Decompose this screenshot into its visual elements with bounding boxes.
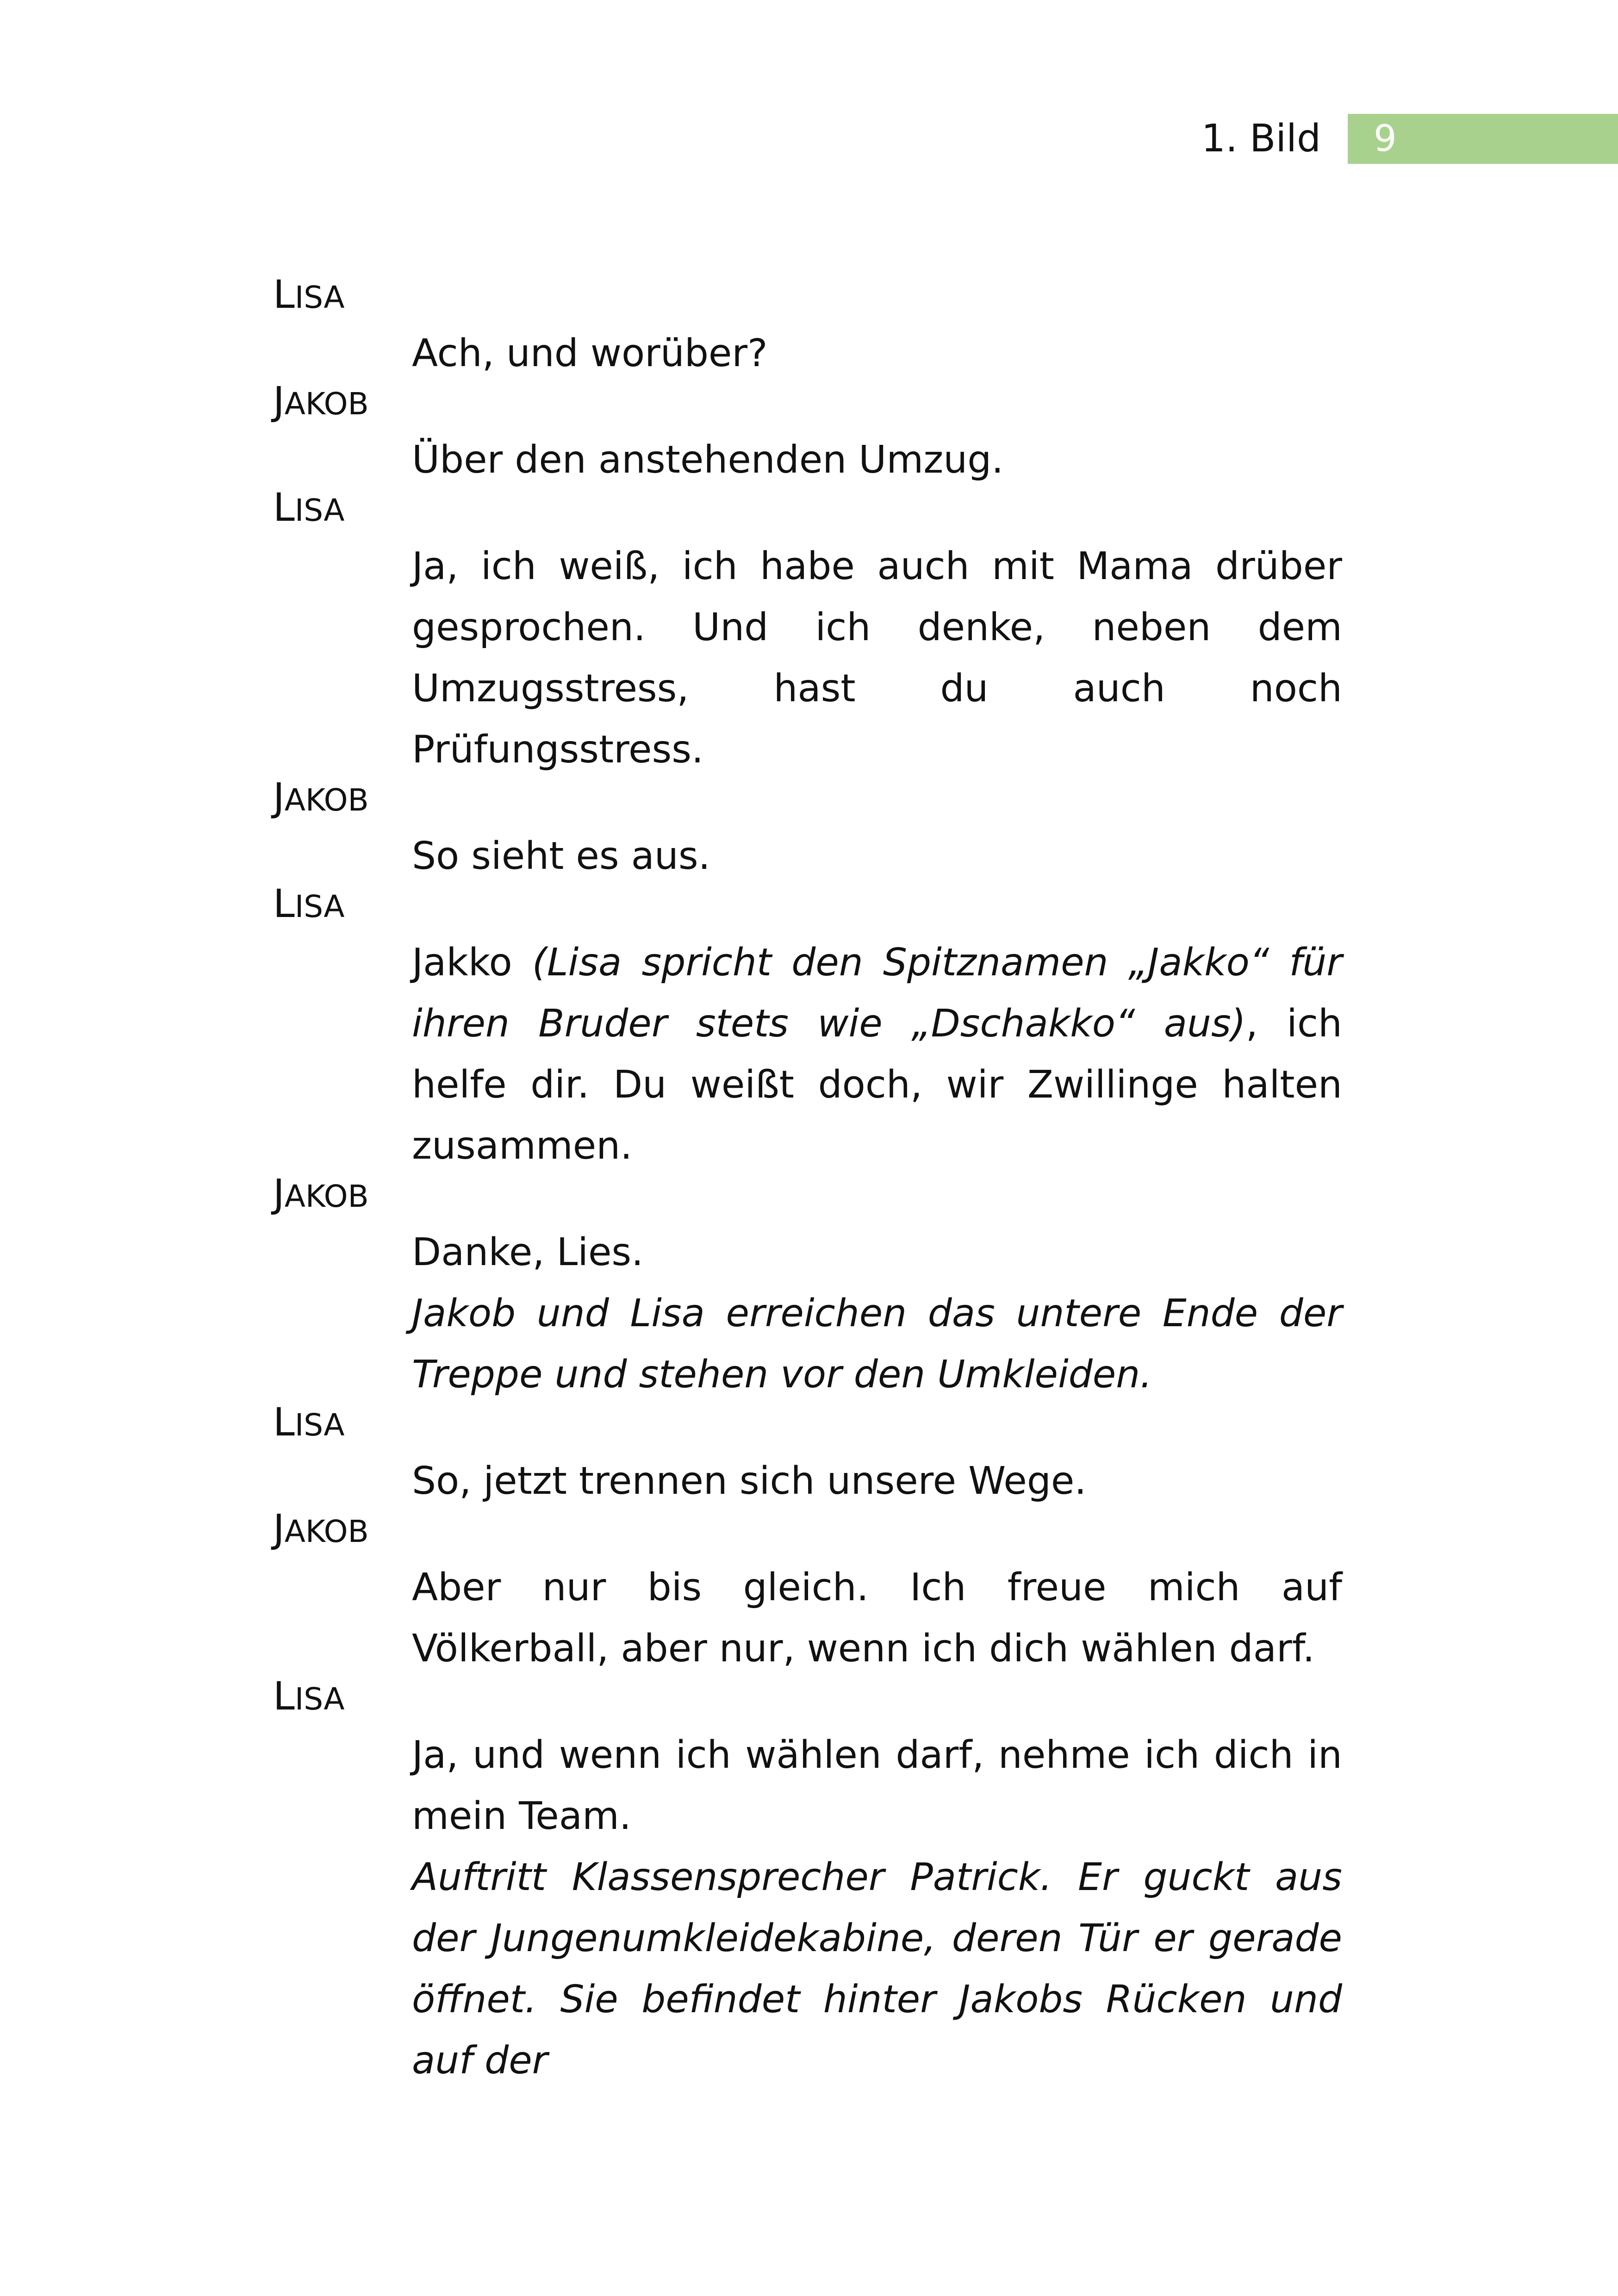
stage-direction: Jakob und Lisa erreichen das untere Ende der Treppe und stehen vor den Umkleiden. [412,1292,1342,1397]
dialogue-line: Ja, ich weiß, ich habe auch mit Mama drüber gesprochen. Und ich denke, neben dem Umzugsstress, hast du auch noch Prüfungsstress. [412,544,1342,772]
dialogue-entry [273,774,1342,887]
dialogue-entry [273,1506,1342,1679]
page-number: 9 [1348,114,1618,164]
speaker-name: JAKOB [273,1506,369,1551]
script-body [273,272,1343,2091]
section-title: 1. Bild [1201,117,1321,161]
stage-direction: Auftritt Klassensprecher Patrick. Er guckt aus der Jungenumkleidekabine, deren Tür er gerade öffnet. Sie befindet hinter Jakobs Rücken und auf der [412,1855,1342,2083]
speaker-name: JAKOB [273,378,369,424]
dialogue-line: Jakko (Lisa spricht den Spitznamen „Jakko“ für ihren Bruder stets wie „Dschakko“ aus), ich helfe dir. Du weißt doch, wir Zwillinge halten zusammen. [412,941,1343,1168]
dialogue-line: Ach, und worüber? [412,331,768,375]
dialogue-entry [273,378,1342,491]
dialogue-line: Ja, und wenn ich wählen darf, nehme ich dich in mein Team. [412,1733,1342,1838]
dialogue-entry [273,1171,1342,1405]
speaker-name: LISA [273,881,345,926]
stage-aside: (Lisa spricht den Spitznamen „Jakko“ für ihren Bruder stets wie „Dschakko“ aus) [412,941,1343,1046]
dialogue-entry [273,881,1343,1177]
speaker-name: LISA [273,272,345,317]
dialogue-line: Danke, Lies. [412,1230,644,1274]
page-header [1201,114,1618,164]
dialogue-line: So, jetzt trennen sich unsere Wege. [412,1459,1087,1503]
dialogue-line: Über den anstehenden Umzug. [412,438,1004,482]
speaker-name: LISA [273,1673,345,1719]
speaker-name: JAKOB [273,1171,369,1216]
dialogue-entry [273,1673,1342,2091]
dialogue-line: So sieht es aus. [412,834,710,878]
dialogue-line: Aber nur bis gleich. Ich freue mich auf Völkerball, aber nur, wenn ich dich wählen darf. [412,1566,1342,1671]
speaker-name: JAKOB [273,774,369,820]
dialogue-entry [273,485,1342,780]
dialogue-entry [273,272,1342,384]
dialogue-entry [273,1399,1342,1512]
speaker-name: LISA [273,1399,345,1445]
speaker-name: LISA [273,485,345,530]
